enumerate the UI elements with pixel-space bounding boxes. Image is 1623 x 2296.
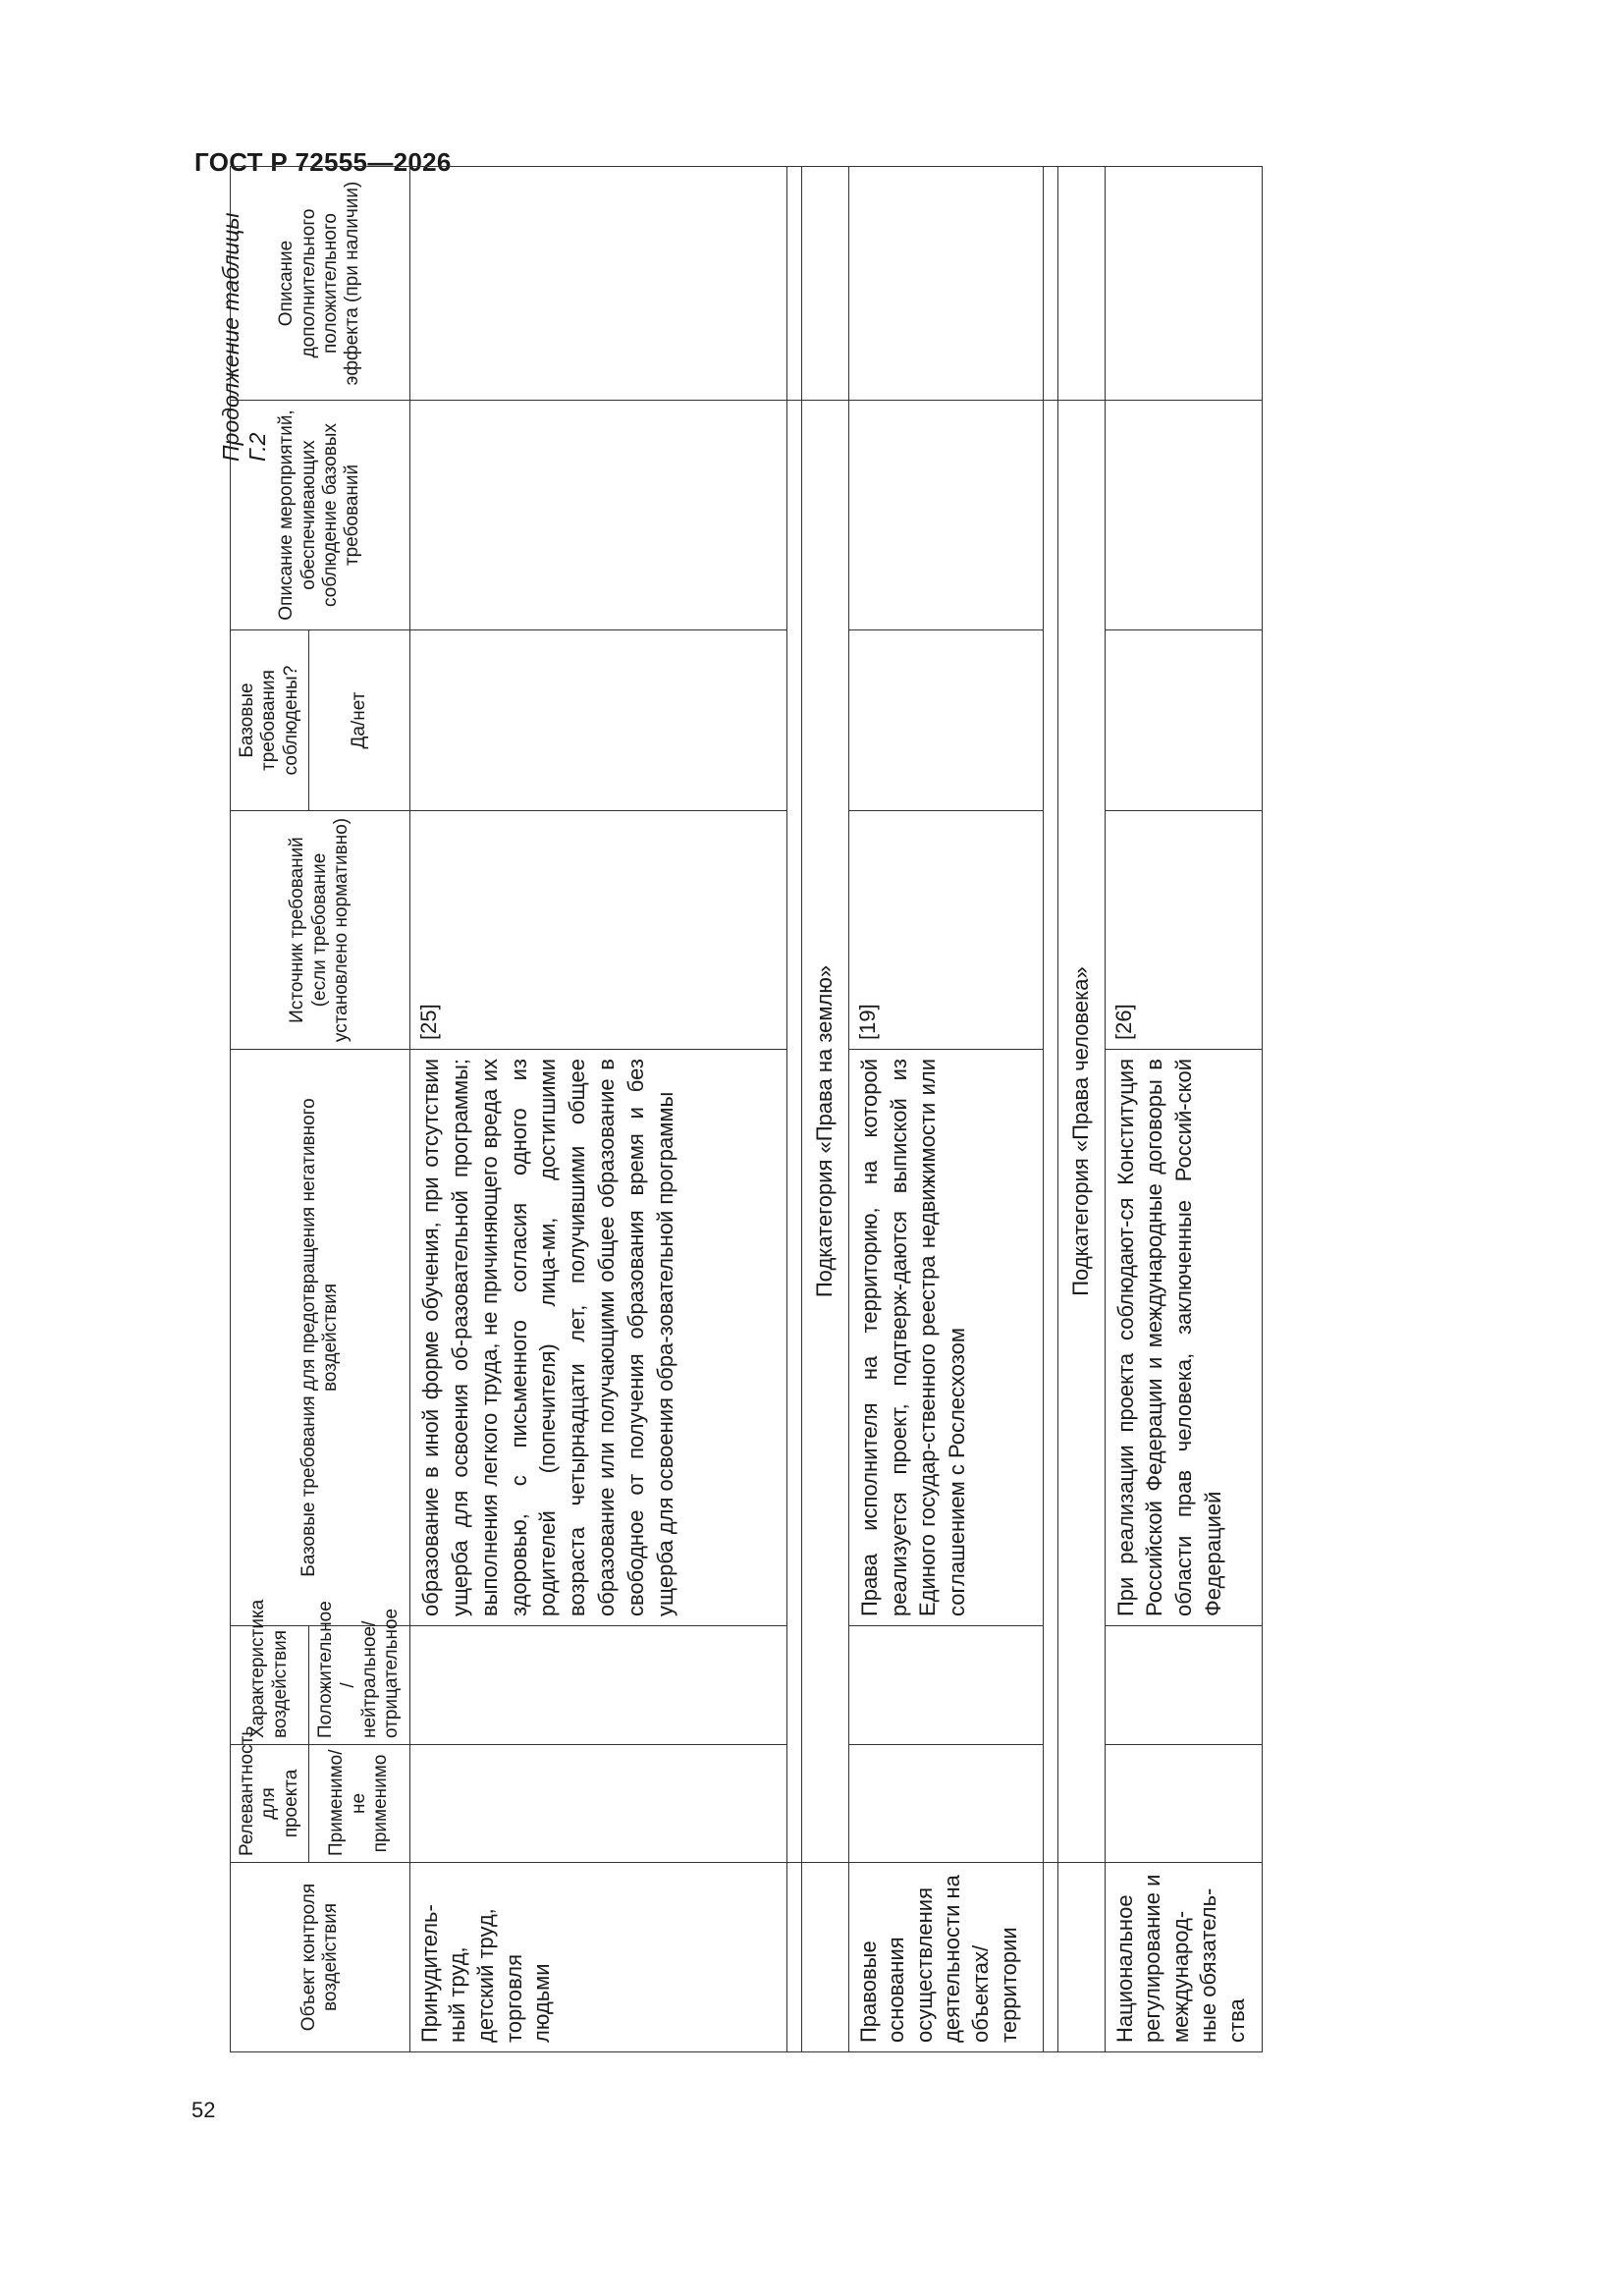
row-object: Национальное регулирование и международ-ные обязатель-ства (1105, 1863, 1262, 2052)
document-code: ГОСТ Р 72555—2026 (194, 147, 452, 177)
subcategory-row-human (1057, 167, 1105, 2052)
header-characteristic: Характеристика воздействия (231, 1626, 309, 1745)
header-measures: Описание мероприятий, обеспечивающих соблюдение базовых требований (231, 401, 410, 630)
row-object: Правовые основания осуществления деятельности на объектах/ территории (848, 1863, 1043, 2052)
header-additional: Описание дополнительного положительного эффекта (при наличии) (231, 167, 410, 401)
row-compliance (1105, 630, 1262, 811)
row-gap (1043, 167, 1057, 2052)
row-source: [26] (1105, 811, 1262, 1050)
row-measures (409, 401, 786, 630)
row-relevance (409, 1745, 786, 1863)
row-measures (1105, 401, 1262, 630)
row-source: [25] (409, 811, 786, 1050)
row-requirement: При реализации проекта соблюдают-ся Конституция Российской Федерации и международные договоры в области прав человека, заключенные Россий-ской Федерацией (1105, 1050, 1262, 1626)
header-relevance-sub: Применимо/ не применимо (309, 1745, 410, 1863)
table-row (409, 167, 786, 2052)
row-characteristic (409, 1626, 786, 1745)
row-characteristic (848, 1626, 1043, 1745)
row-object: Принудитель-ный труд, детский труд, торговля людьми (409, 1863, 786, 2052)
header-relevance: Релевантность для проекта (231, 1745, 309, 1863)
row-source: [19] (848, 811, 1043, 1050)
header-compliance-sub: Да/нет (309, 630, 410, 811)
rotated-table-page (218, 181, 1304, 2141)
row-gap (786, 167, 801, 2052)
header-object: Объект контроля воздействия (231, 1863, 410, 2052)
row-requirement: образование в иной форме обучения, при отсутствии ущерба для освоения об-разовательной программы; выполнения легкого труда, не причиняющего вреда их здоровью, с письменного согласия одного из родителей (попечителя) лица-ми, достигшими возраста четырнадцати лет, получившими общее образование или получающими общее образование в свободное от получения образования время и без ущерба для освоения обра-зовательной программы (409, 1050, 786, 1626)
table-row (848, 167, 1043, 2052)
row-requirement: Права исполнителя на территорию, на которой реализуется проект, подтверж-даются выпиской из Единого государ-ственного реестра недвижимости или соглашением с Рослесхозом (848, 1050, 1043, 1626)
row-characteristic (1105, 1626, 1262, 1745)
page-number: 52 (191, 2098, 216, 2122)
row-additional (409, 167, 786, 401)
subcategory-human: Подкатегория «Права человека» (1057, 401, 1105, 1863)
row-measures (848, 401, 1043, 630)
row-additional (1105, 167, 1262, 401)
subcategory-row-land (801, 167, 848, 2052)
header-requirements: Базовые требования для предотвращения негативного воздействия (231, 1050, 410, 1626)
header-characteristic-sub: Положительное /нейтральное/ отрицательное (309, 1626, 410, 1745)
header-source: Источник требований (если требование установлено нормативно) (231, 811, 410, 1050)
subcategory-land: Подкатегория «Права на землю» (801, 401, 848, 1863)
row-additional (848, 167, 1043, 401)
row-relevance (848, 1745, 1043, 1863)
table-row (1105, 167, 1262, 2052)
table-continuation-caption: Продолжение таблицы Г.2 (218, 212, 270, 462)
row-compliance (848, 630, 1043, 811)
row-compliance (409, 630, 786, 811)
row-relevance (1105, 1745, 1262, 1863)
header-compliance: Базовые требования соблюдены? (231, 630, 309, 811)
requirements-table (230, 166, 1263, 2052)
